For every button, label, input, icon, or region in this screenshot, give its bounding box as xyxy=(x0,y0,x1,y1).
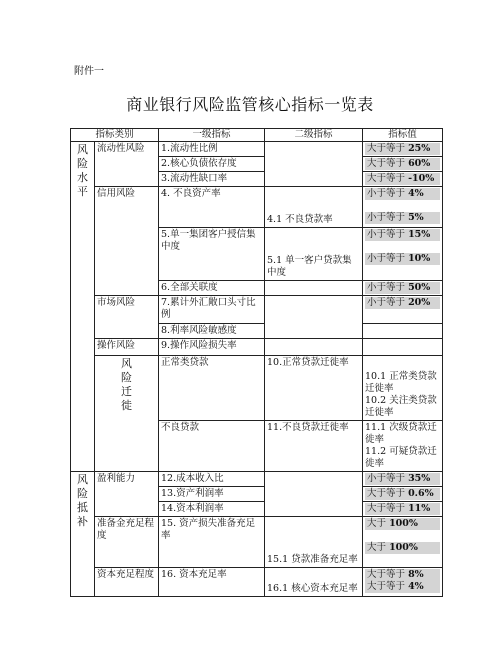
category-operational: 操作风险 xyxy=(95,339,159,356)
level2-empty xyxy=(265,339,363,356)
table-row xyxy=(71,356,443,421)
level2-10 xyxy=(363,356,443,421)
value-4: 小于等于 4% 小于等于 5% xyxy=(363,187,443,228)
indicator-12: 12.成本收入比 xyxy=(159,472,265,487)
indicator-5: 5.单一集团客户授信集中度 xyxy=(159,228,265,281)
table-row xyxy=(71,296,443,324)
category-capital: 资本充足程度 xyxy=(95,568,159,597)
header-level2: 二级指标 xyxy=(265,129,363,142)
header-category: 指标类别 xyxy=(71,129,159,142)
level2-empty xyxy=(265,142,363,187)
category-liquidity: 流动性风险 xyxy=(95,142,159,187)
level2-11-2: 11.2 可疑贷款迁徙率 xyxy=(365,446,437,469)
category-market: 市场风险 xyxy=(95,296,159,339)
value-empty xyxy=(363,324,443,339)
level2-16-1: 16.1 核心资本充足率 xyxy=(265,568,363,597)
category-bad-loans: 不良贷款 xyxy=(159,421,265,472)
indicator-7: 7.累计外汇敞口头寸比例 xyxy=(159,296,265,324)
indicator-table xyxy=(70,128,443,597)
section-risk-migration: 风 险 迁 徙 xyxy=(95,356,159,472)
table-header-row xyxy=(71,129,443,142)
value-empty xyxy=(363,339,443,356)
category-profitability: 盈利能力 xyxy=(95,472,159,517)
level2-11-1: 11.1 次级贷款迁徙率 xyxy=(365,422,437,445)
indicator-2: 2.核心负债依存度 xyxy=(159,157,265,172)
level2-4-1: 4.1 不良贷款率 xyxy=(265,187,363,228)
header-value: 指标值 xyxy=(363,129,443,142)
level2-15-1: 15.1 贷款准备充足率 xyxy=(265,517,363,568)
table-row xyxy=(71,472,443,487)
indicator-9: 9.操作风险损失率 xyxy=(159,339,265,356)
level2-11 xyxy=(363,421,443,472)
indicator-13: 13.资产利润率 xyxy=(159,487,265,502)
level2-5-1: 5.1 单一客户贷款集中度 xyxy=(265,228,363,281)
value-7: 小于等于 20% xyxy=(363,296,443,324)
table-row xyxy=(71,568,443,597)
indicator-3: 3.流动性缺口率 xyxy=(159,172,265,187)
level2-10-1: 10.1 正常类贷款迁徙率 xyxy=(365,371,437,394)
table-row xyxy=(71,339,443,356)
table-row xyxy=(71,517,443,568)
section-risk-offset: 风 险 抵 补 xyxy=(71,472,95,597)
table-row xyxy=(71,187,443,228)
value-13: 大于等于 0.6% xyxy=(363,487,443,502)
value-1: 大于等于 25% xyxy=(363,142,443,157)
value-2: 大于等于 60% xyxy=(363,157,443,172)
value-14: 大于等于 11% xyxy=(363,502,443,517)
indicator-4: 4. 不良资产率 xyxy=(159,187,265,228)
indicator-15: 15. 资产损失准备充足率 xyxy=(159,517,265,568)
indicator-10: 10.正常贷款迁徙率 xyxy=(265,356,363,421)
value-16: 大于等于 8% 大于等于 4% xyxy=(363,568,443,597)
value-12: 小于等于 35% xyxy=(363,472,443,487)
indicator-1: 1.流动性比例 xyxy=(159,142,265,157)
indicator-6: 6.全部关联度 xyxy=(159,281,265,296)
level2-empty xyxy=(265,296,363,339)
value-6: 小于等于 50% xyxy=(363,281,443,296)
page-title: 商业银行风险监管核心指标一览表 xyxy=(126,95,374,114)
level2-empty xyxy=(265,281,363,296)
value-3: 大于等于 -10% xyxy=(363,172,443,187)
category-credit: 信用风险 xyxy=(95,187,159,296)
level2-10-2: 10.2 关注类贷款迁徙率 xyxy=(365,395,437,418)
level2-empty xyxy=(265,472,363,517)
section-risk-level: 风 险 水 平 xyxy=(71,142,95,472)
header-level1: 一级指标 xyxy=(159,129,265,142)
value-15: 大于 100% 大于 100% xyxy=(363,517,443,568)
indicator-16: 16. 资本充足率 xyxy=(159,568,265,597)
table-row xyxy=(71,142,443,157)
category-normal-loans: 正常类贷款 xyxy=(159,356,265,421)
indicator-11: 11.不良贷款迁徙率 xyxy=(265,421,363,472)
category-reserve: 准备金充足程度 xyxy=(95,517,159,568)
indicator-8: 8.利率风险敏感度 xyxy=(159,324,265,339)
value-5: 小于等于 15% 小于等于 10% xyxy=(363,228,443,281)
annex-label: 附件一 xyxy=(74,66,104,77)
indicator-14: 14.资本利润率 xyxy=(159,502,265,517)
